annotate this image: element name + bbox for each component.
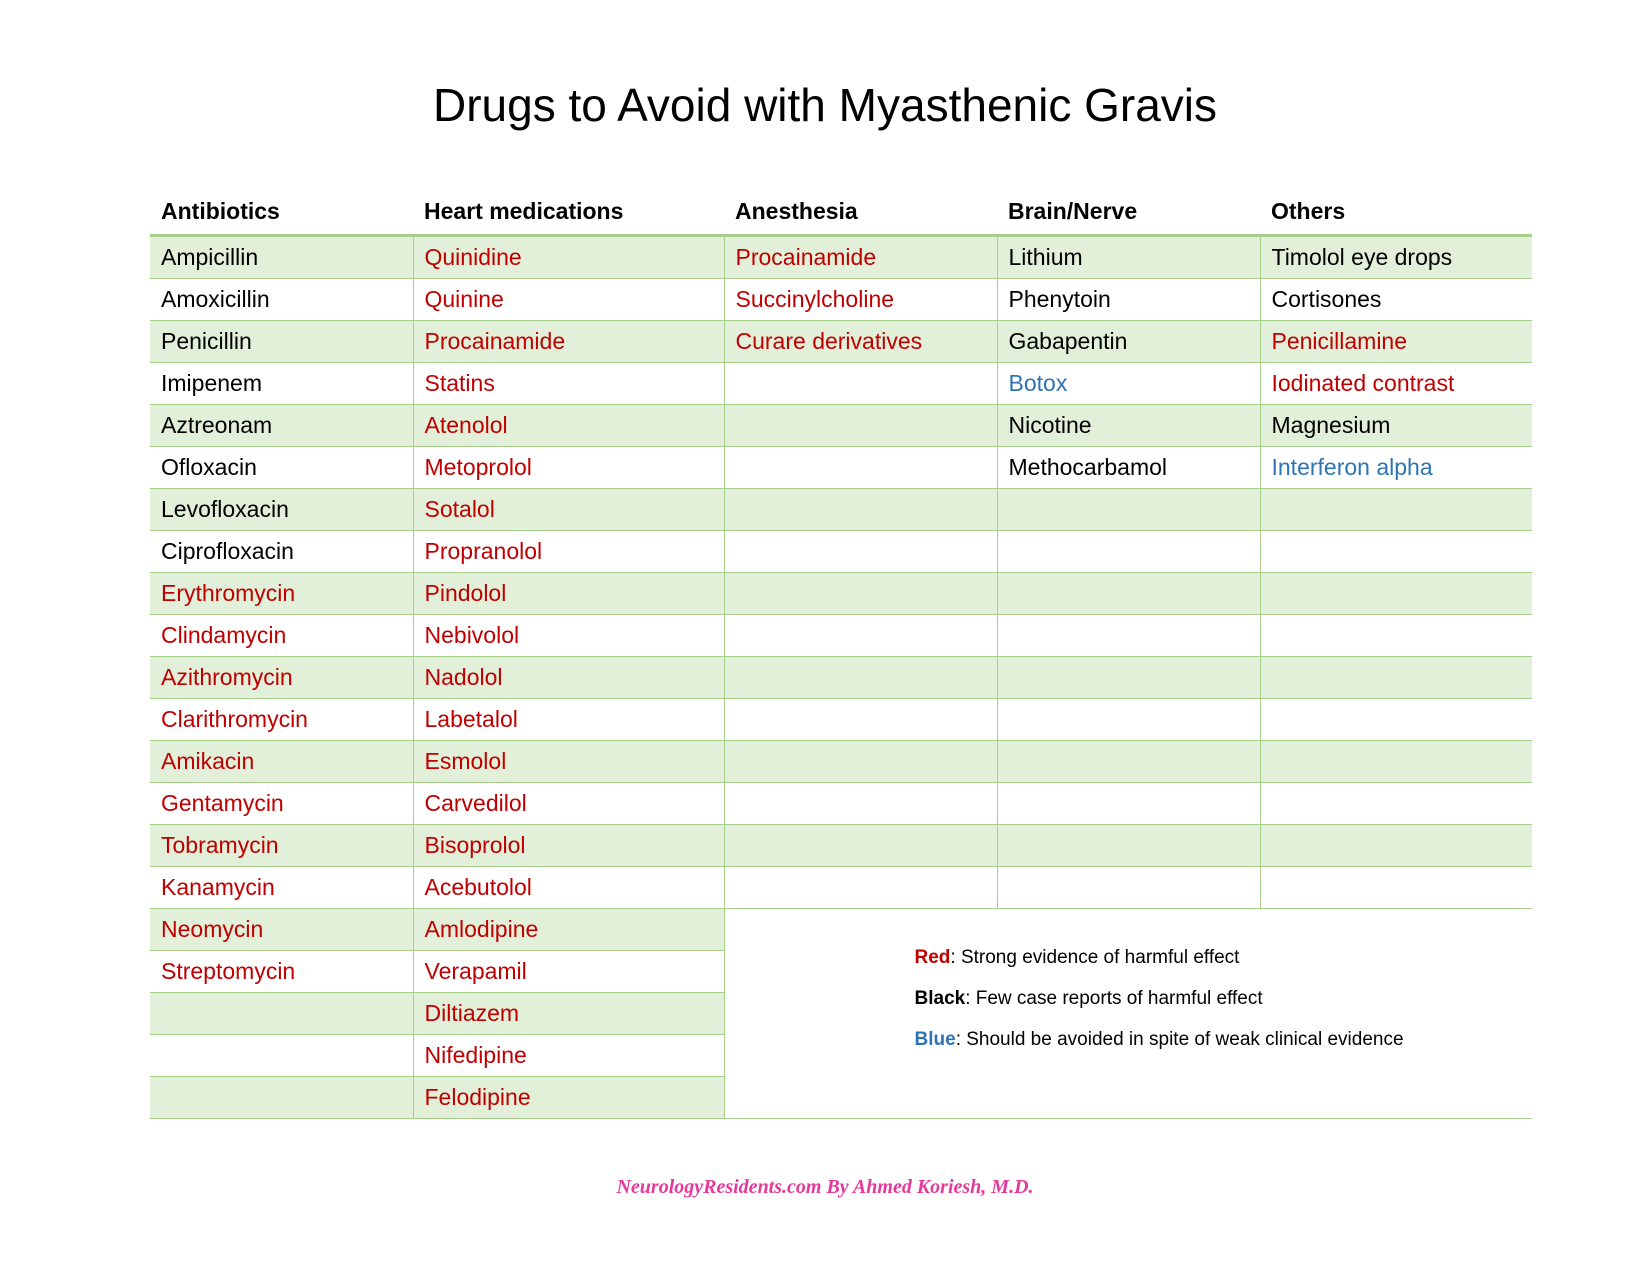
cell-others — [1260, 867, 1532, 909]
cell-anesthesia — [724, 783, 997, 825]
cell-antibiotics — [150, 993, 413, 1035]
table-row — [150, 699, 1532, 741]
cell-brain-nerve: Lithium — [997, 236, 1260, 279]
cell-heart-medications: Statins — [413, 363, 724, 405]
cell-anesthesia: Procainamide — [724, 236, 997, 279]
cell-antibiotics: Aztreonam — [150, 405, 413, 447]
cell-heart-medications: Pindolol — [413, 573, 724, 615]
table-row — [150, 447, 1532, 489]
table-row — [150, 489, 1532, 531]
legend-cell — [724, 909, 1532, 1119]
legend-item — [915, 947, 1533, 988]
cell-brain-nerve — [997, 615, 1260, 657]
cell-others: Cortisones — [1260, 279, 1532, 321]
cell-heart-medications: Quinidine — [413, 236, 724, 279]
cell-anesthesia — [724, 447, 997, 489]
cell-anesthesia — [724, 867, 997, 909]
table-row — [150, 741, 1532, 783]
cell-antibiotics: Kanamycin — [150, 867, 413, 909]
cell-anesthesia: Curare derivatives — [724, 321, 997, 363]
cell-others — [1260, 783, 1532, 825]
column-header-anesthesia: Anesthesia — [724, 188, 997, 236]
cell-others — [1260, 573, 1532, 615]
legend-key: Red — [914, 947, 951, 968]
cell-anesthesia — [724, 363, 997, 405]
table-row — [150, 405, 1532, 447]
table-row — [150, 531, 1532, 573]
legend-key: Black — [914, 988, 966, 1009]
cell-brain-nerve: Methocarbamol — [997, 447, 1260, 489]
legend-item — [915, 1029, 1533, 1070]
cell-brain-nerve: Gabapentin — [997, 321, 1260, 363]
cell-anesthesia — [724, 825, 997, 867]
cell-anesthesia — [724, 405, 997, 447]
cell-heart-medications: Metoprolol — [413, 447, 724, 489]
cell-others: Iodinated contrast — [1260, 363, 1532, 405]
table-row — [150, 825, 1532, 867]
table-row — [150, 657, 1532, 699]
cell-heart-medications: Atenolol — [413, 405, 724, 447]
legend-item — [915, 988, 1533, 1029]
cell-antibiotics: Gentamycin — [150, 783, 413, 825]
cell-brain-nerve — [997, 867, 1260, 909]
cell-heart-medications: Quinine — [413, 279, 724, 321]
page-title: Drugs to Avoid with Myasthenic Gravis — [432, 79, 1218, 131]
cell-others: Timolol eye drops — [1260, 236, 1532, 279]
cell-heart-medications: Acebutolol — [413, 867, 724, 909]
cell-antibiotics: Azithromycin — [150, 657, 413, 699]
cell-antibiotics — [150, 1035, 413, 1077]
cell-others — [1260, 741, 1532, 783]
cell-others — [1260, 699, 1532, 741]
cell-heart-medications: Nebivolol — [413, 615, 724, 657]
cell-antibiotics — [150, 1077, 413, 1119]
cell-antibiotics: Amikacin — [150, 741, 413, 783]
cell-heart-medications: Nifedipine — [413, 1035, 724, 1077]
cell-antibiotics: Streptomycin — [150, 951, 413, 993]
table-row — [150, 363, 1532, 405]
cell-heart-medications: Propranolol — [413, 531, 724, 573]
legend-description: : Strong evidence of harmful effect — [950, 947, 1240, 968]
cell-brain-nerve — [997, 489, 1260, 531]
cell-antibiotics: Tobramycin — [150, 825, 413, 867]
cell-heart-medications: Labetalol — [413, 699, 724, 741]
cell-heart-medications: Sotalol — [413, 489, 724, 531]
table-row — [150, 615, 1532, 657]
cell-antibiotics: Ampicillin — [150, 236, 413, 279]
cell-heart-medications: Nadolol — [413, 657, 724, 699]
cell-brain-nerve — [997, 825, 1260, 867]
cell-heart-medications: Verapamil — [413, 951, 724, 993]
cell-anesthesia — [724, 573, 997, 615]
cell-heart-medications: Felodipine — [413, 1077, 724, 1119]
column-header-brain-nerve: Brain/Nerve — [997, 188, 1260, 236]
cell-heart-medications: Esmolol — [413, 741, 724, 783]
cell-brain-nerve — [997, 699, 1260, 741]
cell-others: Penicillamine — [1260, 321, 1532, 363]
cell-heart-medications: Bisoprolol — [413, 825, 724, 867]
table-row — [150, 321, 1532, 363]
cell-anesthesia — [724, 489, 997, 531]
cell-heart-medications: Diltiazem — [413, 993, 724, 1035]
table-row — [150, 783, 1532, 825]
cell-others — [1260, 489, 1532, 531]
cell-antibiotics: Levofloxacin — [150, 489, 413, 531]
cell-others: Magnesium — [1260, 405, 1532, 447]
cell-anesthesia — [724, 531, 997, 573]
legend — [915, 947, 1533, 1070]
cell-antibiotics: Imipenem — [150, 363, 413, 405]
column-header-heart-medications: Heart medications — [413, 188, 724, 236]
legend-description: : Should be avoided in spite of weak clinical evidence — [955, 1029, 1404, 1050]
cell-antibiotics: Clindamycin — [150, 615, 413, 657]
cell-heart-medications: Procainamide — [413, 321, 724, 363]
cell-anesthesia — [724, 741, 997, 783]
cell-brain-nerve: Nicotine — [997, 405, 1260, 447]
table-row — [150, 909, 1532, 951]
header-row — [150, 188, 1532, 236]
cell-heart-medications: Amlodipine — [413, 909, 724, 951]
cell-anesthesia: Succinylcholine — [724, 279, 997, 321]
drugs-table — [150, 188, 1532, 1119]
cell-brain-nerve — [997, 783, 1260, 825]
cell-anesthesia — [724, 699, 997, 741]
cell-others — [1260, 615, 1532, 657]
table-row — [150, 867, 1532, 909]
cell-brain-nerve — [997, 573, 1260, 615]
column-header-antibiotics: Antibiotics — [150, 188, 413, 236]
cell-anesthesia — [724, 615, 997, 657]
legend-description: : Few case reports of harmful effect — [965, 988, 1263, 1009]
cell-brain-nerve: Phenytoin — [997, 279, 1260, 321]
cell-antibiotics: Erythromycin — [150, 573, 413, 615]
cell-brain-nerve — [997, 741, 1260, 783]
cell-others — [1260, 825, 1532, 867]
cell-others: Interferon alpha — [1260, 447, 1532, 489]
cell-antibiotics: Penicillin — [150, 321, 413, 363]
legend-key: Blue — [914, 1029, 956, 1050]
cell-brain-nerve: Botox — [997, 363, 1260, 405]
column-header-others: Others — [1260, 188, 1532, 236]
table-row — [150, 279, 1532, 321]
table-row — [150, 236, 1532, 279]
cell-antibiotics: Amoxicillin — [150, 279, 413, 321]
cell-antibiotics: Ciprofloxacin — [150, 531, 413, 573]
table-row — [150, 573, 1532, 615]
cell-anesthesia — [724, 657, 997, 699]
drug-rows — [150, 236, 1532, 1119]
cell-antibiotics: Neomycin — [150, 909, 413, 951]
cell-heart-medications: Carvedilol — [413, 783, 724, 825]
cell-brain-nerve — [997, 657, 1260, 699]
cell-antibiotics: Clarithromycin — [150, 699, 413, 741]
cell-others — [1260, 531, 1532, 573]
footer-credit: NeurologyResidents.com By Ahmed Koriesh, M.D. — [616, 1176, 1034, 1198]
cell-antibiotics: Ofloxacin — [150, 447, 413, 489]
cell-brain-nerve — [997, 531, 1260, 573]
cell-others — [1260, 657, 1532, 699]
